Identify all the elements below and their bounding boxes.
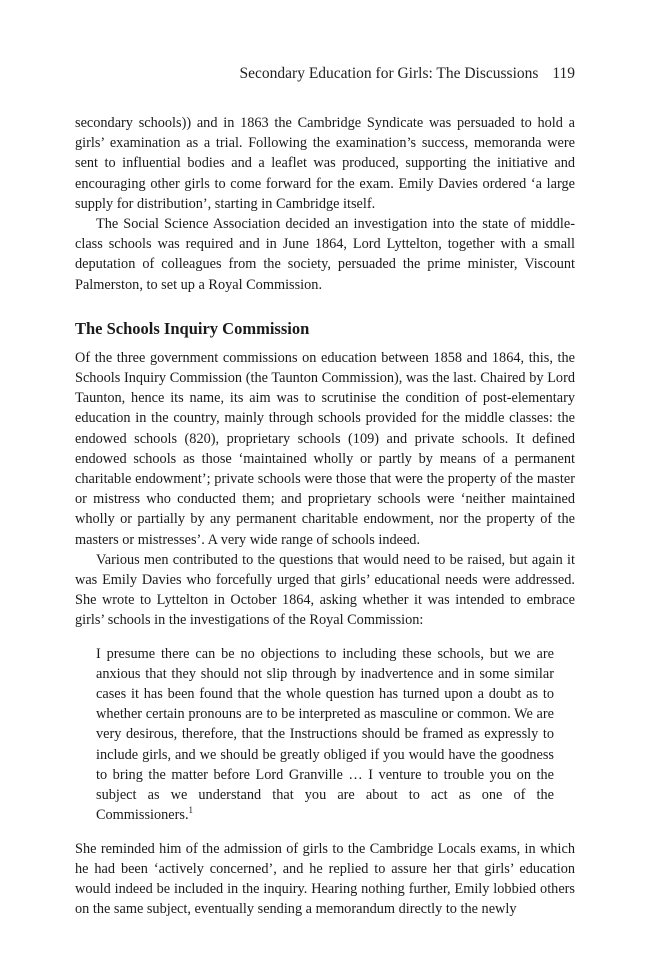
section-heading: The Schools Inquiry Commission — [75, 318, 310, 338]
paragraph-social-science-association: The Social Science Association decided an investigation into the state of middle-class schools was required and in June 1864, Lord Lyttelton, together with a small deputation of colleagues from the society, persuaded the prime minister, Viscount Palmerston, to set up a Royal Commission. — [75, 216, 575, 293]
block-quote — [96, 644, 554, 826]
paragraph-continued: secondary schools)) and in 1863 the Cambridge Syndicate was persuaded to hold a girls’ examination as a trial. Following the examination’s success, memoranda were sent to influential bodies and a leaflet was produced, supporting the initiative and encouraging other girls to come forward for the exam. Emily Davies ordered ‘a large supply for distribution’, starting in Cambridge itself. — [75, 115, 575, 212]
quote-text: I presume there can be no objections to including these schools, but we are anxious that they should not slip through by inadvertence and in some similar cases it has been found that the whole question has turned upon a doubt as to whether certain pronouns are to be interpreted as masculine or common. We are very desirous, therefore, that the Instructions should be framed as expressly to include girls, and we should be greatly obliged if you would have the goodness to bring the matter before Lord Granville … I venture to trouble you on the subject as we understand that you are about to act as one of the Commissioners. — [96, 645, 554, 824]
paragraph-emily-davies-letter: Various men contributed to the questions that would need to be raised, but again it was Emily Davies who forcefully urged that girls’ educational needs were addressed. She wrote to Lyttelton in October 1864, asking whether it was intended to embrace girls’ schools in the investigations of the Royal Commission: — [75, 551, 575, 629]
footnote-marker: 1 — [188, 805, 194, 816]
page-number: 119 — [552, 65, 575, 82]
paragraph-cambridge-locals: She reminded him of the admission of girls to the Cambridge Locals exams, in which he had been ‘actively concerned’, and he replied to assure her that girls’ education would indeed be included in the inquiry. Hearing nothing further, Emily lobbied others on the same subject, eventually sending a memorandum directly to the newly — [75, 840, 575, 918]
running-header-title: Secondary Education for Girls: The Discussions — [239, 65, 539, 82]
paragraph-commission-overview: Of the three government commissions on education between 1858 and 1864, this, the Schools Inquiry Commission (the Taunton Commission), was the last. Chaired by Lord Taunton, hence its name, its aim was to scrutinise the condition of post-elementary education in the country, mainly through schools provided for the middle classes: the endowed schools (820), proprietary schools (109) and private schools. It defined endowed schools as those ‘maintained wholly or partly by means of a permanent charitable endowment’; private schools were those that were the property of the master or mistress who conducted them; and proprietary schools were ‘neither maintained wholly or partially by any permanent charitable endowment, nor the property of the masters or mistresses’. A very wide range of schools indeed. — [75, 349, 575, 548]
body-text — [75, 113, 575, 919]
running-header — [75, 64, 575, 84]
block-quote-text — [96, 644, 554, 826]
